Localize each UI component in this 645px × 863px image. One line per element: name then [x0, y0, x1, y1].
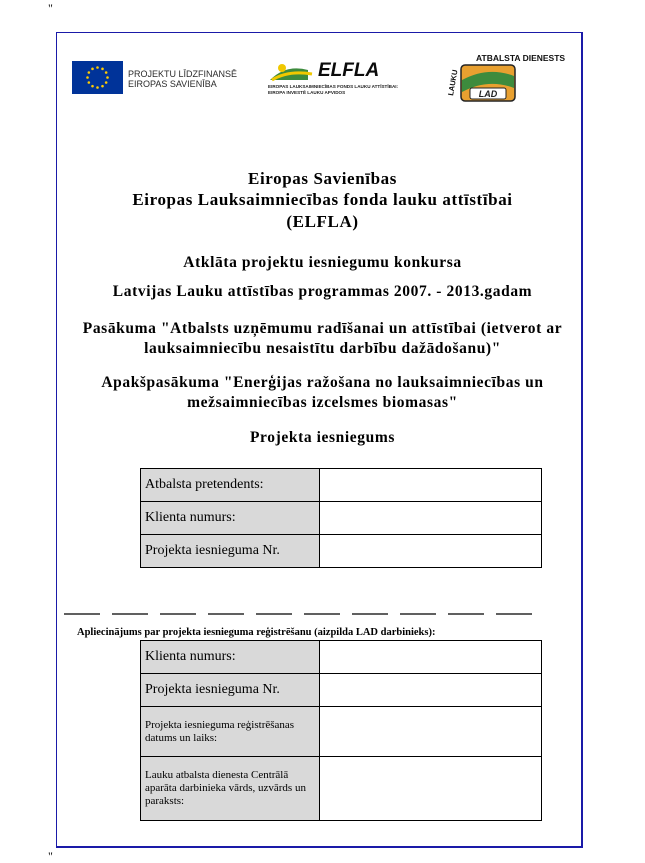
table-row [141, 535, 542, 568]
lad-badge-text: LAD [478, 89, 498, 99]
project-number-field[interactable] [320, 535, 542, 568]
lad-badge-icon [460, 64, 516, 102]
eu-star-icon [101, 85, 104, 88]
table-row [141, 674, 542, 707]
lad-arc-label: LAUKU [446, 68, 460, 97]
eu-star-icon [101, 68, 104, 71]
project-number-label: Projekta iesnieguma Nr. [141, 535, 320, 568]
eu-star-icon [105, 81, 108, 84]
table-row [141, 707, 542, 757]
reg-employee-field[interactable] [320, 757, 542, 821]
eu-star-icon [88, 71, 91, 74]
eu-star-icon [106, 76, 109, 79]
measure-line2: lauksaimniecību nesaistītu darbību dažādošanu)" [144, 340, 501, 357]
table-row [141, 757, 542, 821]
elfla-subtitle [268, 84, 398, 96]
table-row [141, 469, 542, 502]
reg-client-number-label: Klienta numurs: [141, 641, 320, 674]
eu-star-icon [91, 68, 94, 71]
elfla-wordmark: ELFLA [318, 60, 380, 81]
eu-star-icon [96, 86, 99, 89]
elfla-sub-line1: EIROPAS LAUKSAIMNIECĪBAS FONDS LAUKU ATTĪSTĪBAI: [268, 84, 399, 89]
header-line1: Eiropas Savienības [248, 169, 397, 188]
header-line2: Eiropas Lauksaimniecības fonda lauku attīstībai [132, 190, 513, 209]
reg-client-number-field[interactable] [320, 641, 542, 674]
table-row [141, 502, 542, 535]
client-number-field[interactable] [320, 502, 542, 535]
header-line3: (ELFLA) [286, 212, 359, 231]
table-row [141, 641, 542, 674]
measure-line1: Pasākuma "Atbalsts uzņēmumu radīšanai un attīstībai (ietverot ar [82, 320, 563, 337]
reg-date-time-label: Projekta iesnieguma reģistrēšanas datums un laiks: [141, 707, 320, 757]
eu-star-icon [86, 76, 89, 79]
lad-name: ATBALSTA DIENESTS [476, 53, 566, 63]
elfla-sub-line2: EIROPA INVESTĒ LAUKU APVIDOS [268, 90, 346, 95]
applicant-table [140, 468, 542, 568]
eu-star-icon [96, 66, 99, 69]
eu-star-icon [91, 85, 94, 88]
eu-text-line2: EIROPAS SAVIENĪBA [128, 79, 217, 89]
top-quote-mark: " [48, 1, 53, 15]
eu-star-icon [105, 71, 108, 74]
eu-star-icon [88, 81, 91, 84]
reg-date-time-field[interactable] [320, 707, 542, 757]
registration-table [140, 640, 542, 821]
reg-project-number-field[interactable] [320, 674, 542, 707]
bottom-quote-mark: " [48, 849, 53, 863]
eu-cofinance-text [128, 69, 237, 89]
applicant-value-field[interactable] [320, 469, 542, 502]
registration-title: Apliecinājums par projekta iesnieguma reģistrēšanu (aizpilda LAD darbinieks): [77, 627, 436, 638]
reg-project-number-label: Projekta iesnieguma Nr. [141, 674, 320, 707]
eu-flag-icon [72, 61, 123, 94]
competition-line1: Atklāta projektu iesniegumu konkursa [183, 254, 462, 271]
client-number-label: Klienta numurs: [141, 502, 320, 535]
cut-line [64, 612, 544, 616]
applicant-label: Atbalsta pretendents: [141, 469, 320, 502]
reg-employee-label: Lauku atbalsta dienesta Centrālā aparāta darbinieka vārds, uzvārds un paraksts: [141, 757, 320, 821]
doc-title: Projekta iesniegums [249, 429, 395, 446]
sub-measure-line2: mežsaimniecības izcelsmes biomasas" [187, 394, 458, 411]
sub-measure-line1: Apakšpasākuma "Enerģijas ražošana no lauksaimniecības un [101, 374, 544, 391]
competition-line2: Latvijas Lauku attīstības programmas 2007. - 2013.gadam [112, 283, 533, 300]
eu-text-line1: PROJEKTU LĪDZFINANSĒ [128, 69, 238, 79]
